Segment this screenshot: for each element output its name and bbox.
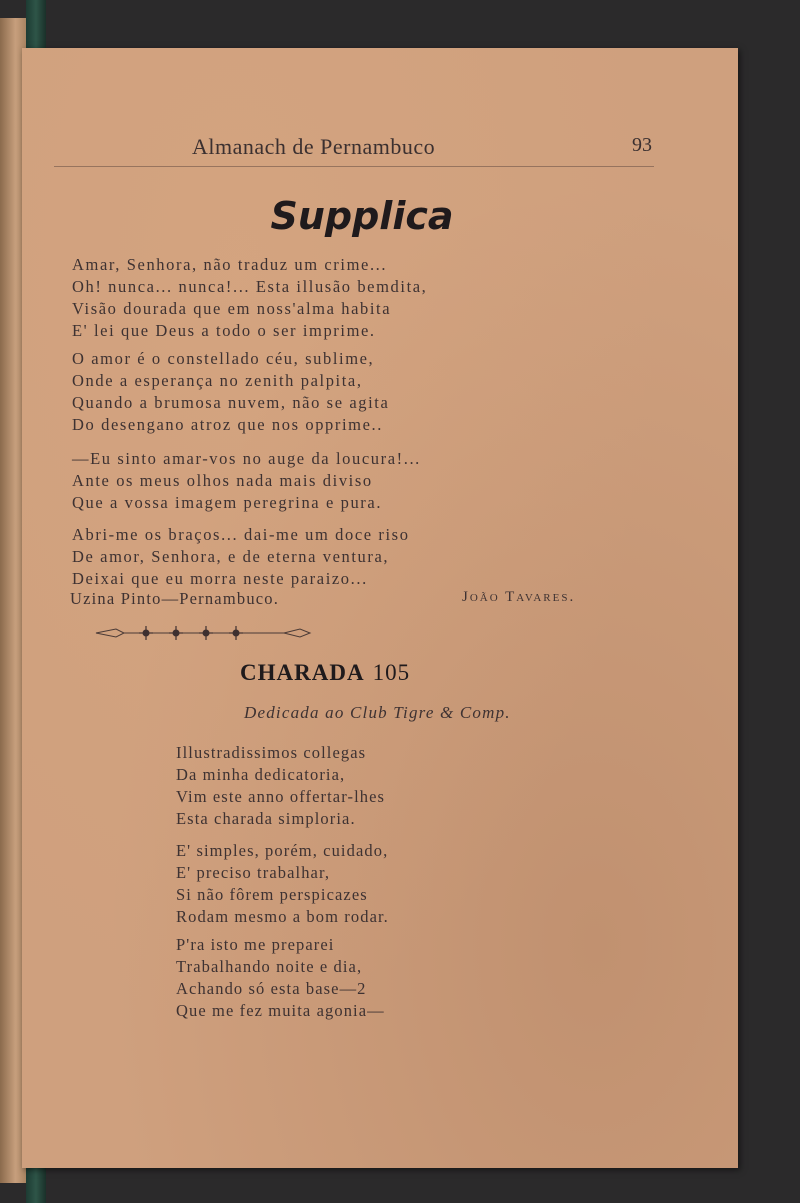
charada-stanza-2 xyxy=(176,840,389,928)
poem-line: O amor é o constellado céu, sublime, xyxy=(72,349,375,368)
header-divider xyxy=(54,166,654,167)
charada-line: E' preciso trabalhar, xyxy=(176,863,331,882)
poem-stanza-1 xyxy=(72,254,427,342)
page-header xyxy=(192,134,652,164)
ornament-divider xyxy=(94,623,314,643)
poem-line: Abri-me os braços... dai-me um doce riso xyxy=(72,525,410,544)
charada-line: Da minha dedicatoria, xyxy=(176,765,346,784)
poem-line: De amor, Senhora, e de eterna ventura, xyxy=(72,547,390,566)
poem-line: Onde a esperança no zenith palpita, xyxy=(72,371,363,390)
poem-line: Visão dourada que em noss'alma habita xyxy=(72,299,392,318)
charada-heading xyxy=(240,660,410,686)
poem-location: Uzina Pinto—Pernambuco. xyxy=(70,589,280,608)
charada-line: P'ra isto me preparei xyxy=(176,935,335,954)
poem-line: —Eu sinto amar-vos no auge da loucura!... xyxy=(72,449,421,468)
charada-dedication: Dedicada ao Club Tigre & Comp. xyxy=(244,703,511,722)
poem-line: Do desengano atroz que nos opprime.. xyxy=(72,415,383,434)
poem-line: Amar, Senhora, não traduz um crime... xyxy=(72,255,388,274)
book-page xyxy=(22,48,738,1168)
poem-line: Deixai que eu morra neste paraizo... xyxy=(72,569,368,588)
charada-stanza-1 xyxy=(176,742,385,830)
poem-stanza-2 xyxy=(72,348,389,436)
poem-stanza-4 xyxy=(72,524,410,590)
charada-line: Esta charada simploria. xyxy=(176,809,356,828)
charada-line: E' simples, porém, cuidado, xyxy=(176,841,389,860)
running-title: Almanach de Pernambuco xyxy=(192,134,436,159)
charada-line: Vim este anno offertar-lhes xyxy=(176,787,386,806)
charada-line: Achando só esta base—2 xyxy=(176,979,367,998)
charada-title: CHARADA xyxy=(240,660,365,685)
poem-line: Que a vossa imagem peregrina e pura. xyxy=(72,493,383,512)
charada-line: Rodam mesmo a bom rodar. xyxy=(176,907,389,926)
charada-line: Trabalhando noite e dia, xyxy=(176,957,363,976)
poem-line: Quando a brumosa nuvem, não se agita xyxy=(72,393,390,412)
poem-line: Ante os meus olhos nada mais diviso xyxy=(72,471,373,490)
charada-number: 105 xyxy=(372,660,411,685)
page-number: 93 xyxy=(632,134,652,156)
charada-line: Que me fez muita agonia— xyxy=(176,1001,385,1020)
charada-stanza-3 xyxy=(176,934,385,1022)
charada-line: Illustradissimos collegas xyxy=(176,743,367,762)
poem-author: João Tavares. xyxy=(462,589,576,605)
poem-line: Oh! nunca... nunca!... Esta illusão bemdita, xyxy=(72,277,428,296)
poem-title: Supplica xyxy=(270,194,454,238)
poem-stanza-3 xyxy=(72,448,421,514)
poem-line: E' lei que Deus a todo o ser imprime. xyxy=(72,321,376,340)
charada-line: Si não fôrem perspicazes xyxy=(176,885,368,904)
